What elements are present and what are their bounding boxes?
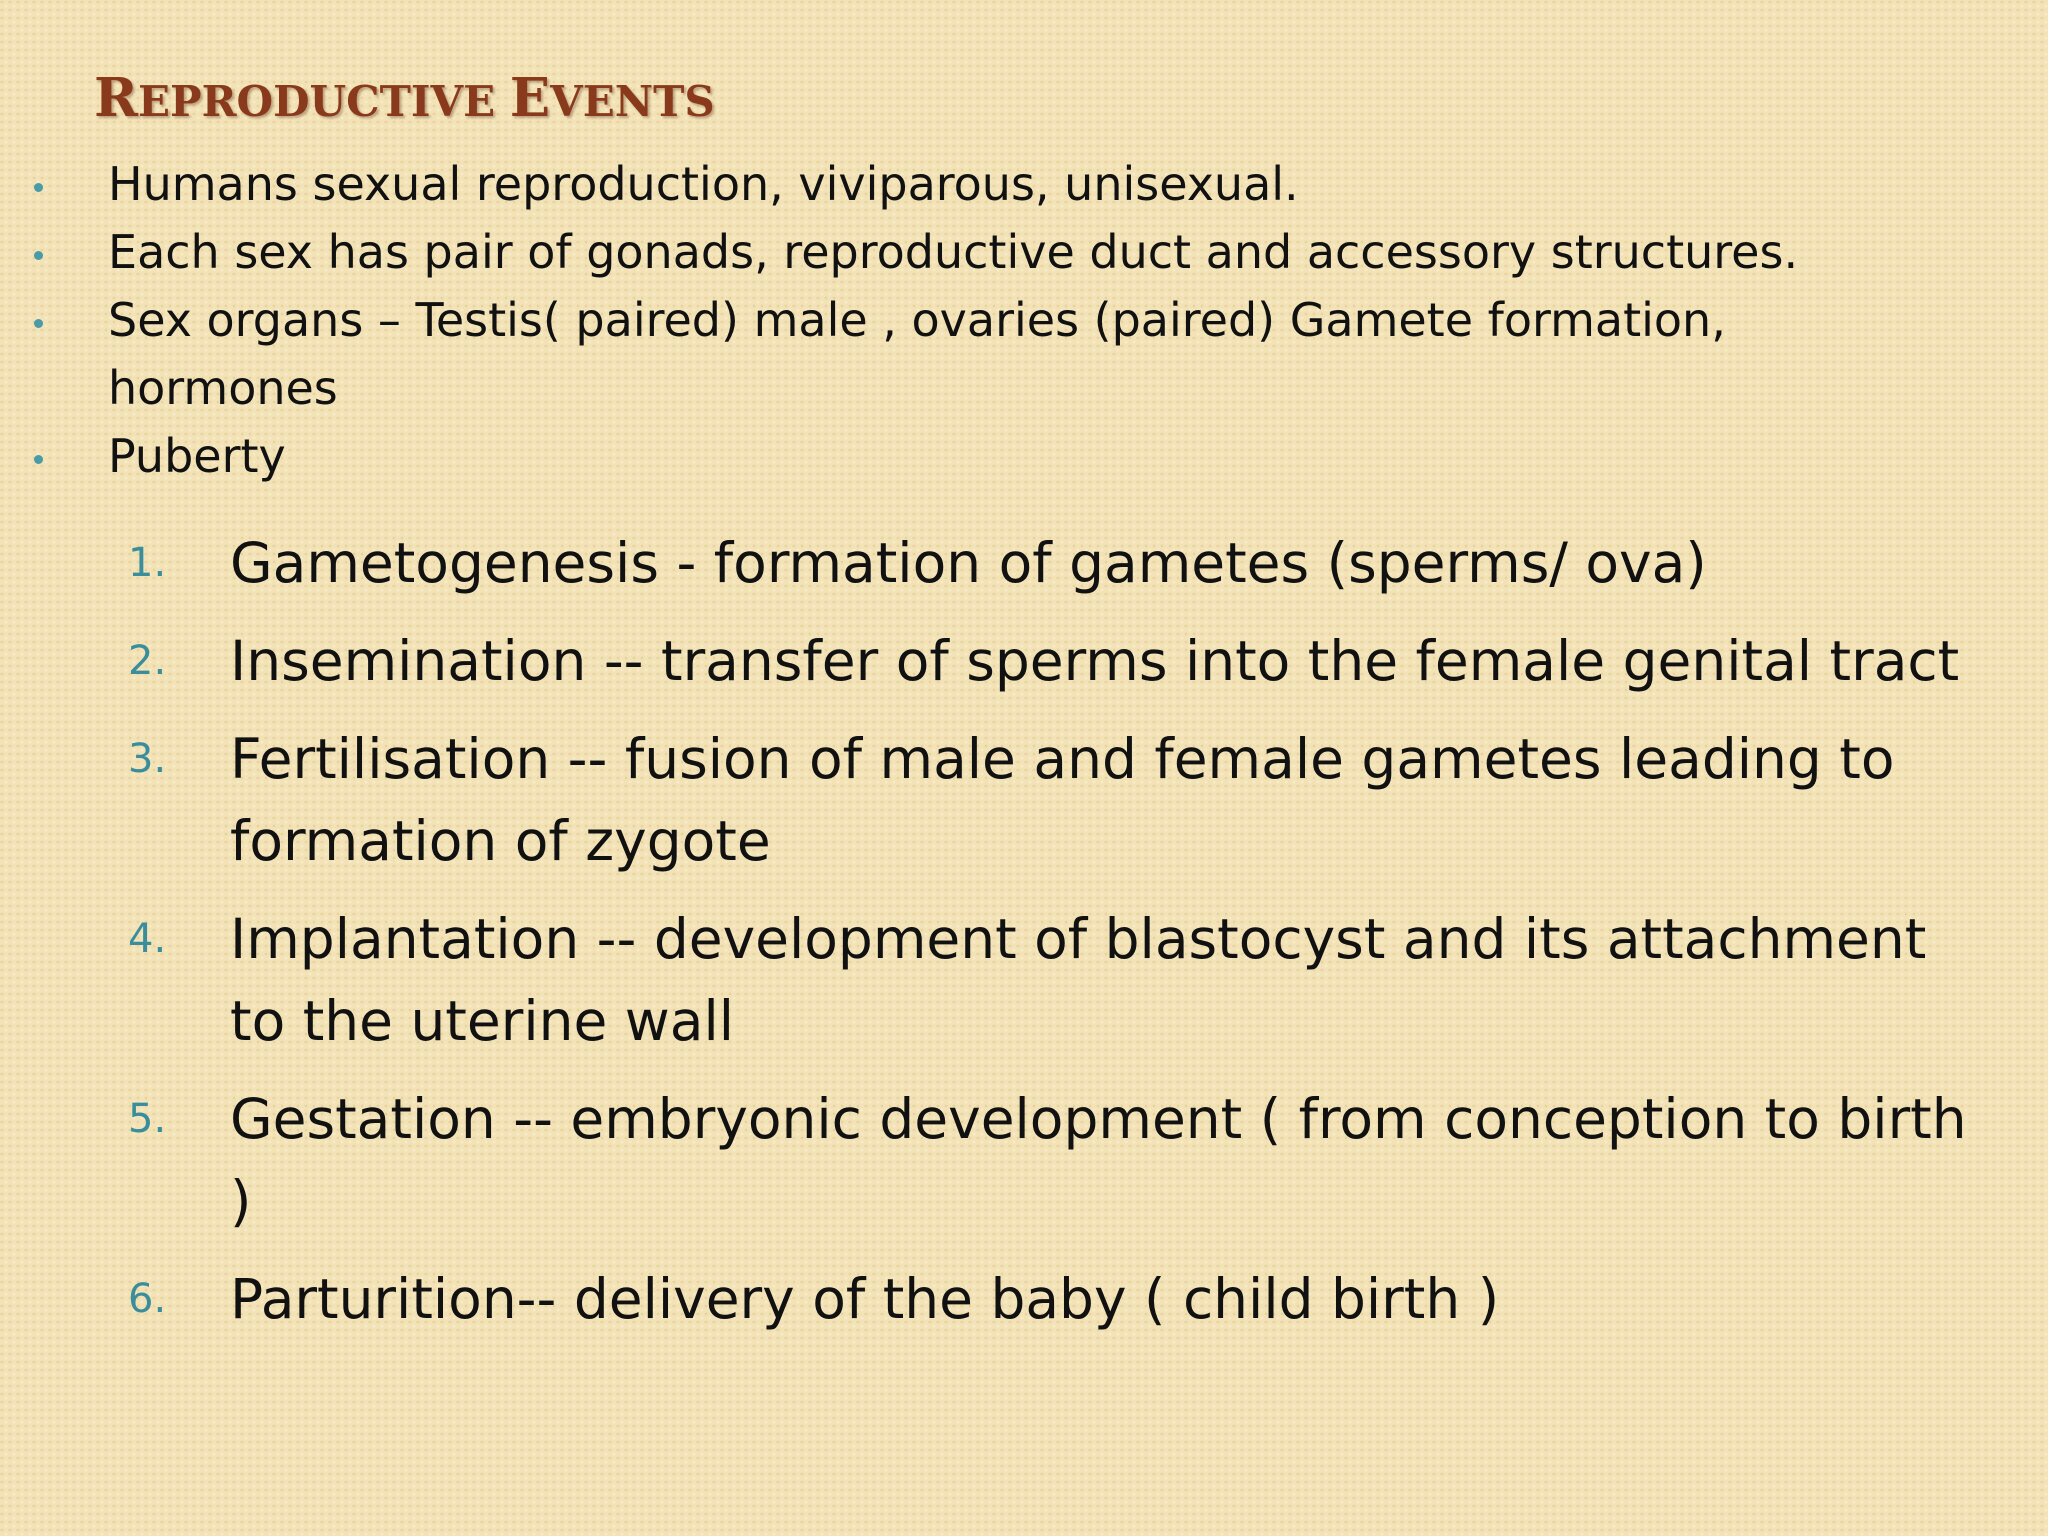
step-text: Gametogenesis - formation of gametes (sperms/ ova)	[230, 531, 1707, 595]
step-item	[0, 522, 1970, 604]
step-text: Gestation -- embryonic development ( from conception to birth )	[230, 1087, 1967, 1233]
bullet-text: Sex organs – Testis( paired) male , ovaries (paired) Gamete formation, hormones	[108, 293, 1726, 415]
step-number: 1.	[128, 540, 167, 586]
step-item	[0, 1078, 1970, 1242]
step-text: Parturition-- delivery of the baby ( child birth )	[230, 1267, 1500, 1331]
title-part-2: VENTS	[550, 77, 715, 126]
numbered-steps-list	[0, 522, 2000, 1356]
step-number: 2.	[128, 638, 167, 684]
step-number: 4.	[128, 916, 167, 962]
bullet-dot-icon	[34, 183, 43, 192]
bullet-text: Each sex has pair of gonads, reproductive duct and accessory structures.	[108, 225, 1799, 279]
step-number: 3.	[128, 736, 167, 782]
step-text: Insemination -- transfer of sperms into the female genital tract	[230, 629, 1960, 693]
step-item	[0, 718, 1970, 882]
bullet-item	[0, 286, 1798, 422]
step-item	[0, 898, 1970, 1062]
bullet-dot-icon	[34, 251, 43, 260]
title-part: EPRODUCTIVE	[138, 77, 510, 126]
bullet-item	[0, 150, 1900, 218]
bullet-text: Puberty	[108, 429, 286, 483]
bullet-dot-icon	[34, 455, 43, 464]
step-number: 5.	[128, 1096, 167, 1142]
step-item	[0, 620, 1970, 702]
slide-title	[94, 66, 715, 134]
step-text: Implantation -- development of blastocyst and its attachment to the uterine wall	[230, 907, 1927, 1053]
step-number: 6.	[128, 1276, 167, 1322]
step-text: Fertilisation -- fusion of male and female gametes leading to formation of zygote	[230, 727, 1895, 873]
bullet-item	[0, 218, 1900, 286]
bullet-item	[0, 422, 1900, 490]
title-initial-2: E	[509, 67, 551, 129]
title-initial: R	[94, 67, 139, 129]
bullet-text: Humans sexual reproduction, viviparous, unisexual.	[108, 157, 1299, 211]
step-item	[0, 1258, 1970, 1340]
bullet-list	[0, 150, 1900, 490]
bullet-dot-icon	[34, 319, 43, 328]
